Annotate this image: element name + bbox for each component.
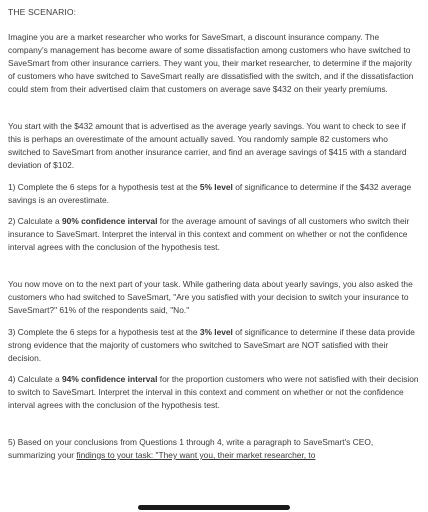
- question-5-underlined: findings to your task: "They want you, their market researcher, to: [76, 450, 316, 460]
- question-2-bold: 90% confidence interval: [62, 216, 158, 226]
- question-2-text-end: for the average amount of savings of all customers who switch their insurance to SaveSmart. Interpret the interval in this context and comment on whether or not the confidence interval agrees with the conclusion of the hypothesis test.: [8, 216, 410, 252]
- home-indicator-bar: [138, 505, 290, 510]
- question-2: [8, 215, 420, 254]
- question-1: [8, 181, 420, 207]
- question-3: [8, 326, 420, 365]
- question-4-text: 4) Calculate a: [8, 374, 62, 384]
- question-3-bold: 3% level: [199, 327, 233, 337]
- question-5: [8, 436, 420, 462]
- question-4-bold: 94% confidence interval: [62, 374, 158, 384]
- question-2-text: 2) Calculate a: [8, 216, 62, 226]
- part2-paragraph: You now move on to the next part of your task. While gathering data about yearly savings, you also asked the customers who had switched to SaveSmart, "Are you satisfied with your decision to switch your insurance to SaveSmart?" 61% of the respondents said, "No.": [8, 279, 413, 315]
- question-4-text-end: for the proportion customers who were not satisfied with their decision to switch to SaveSmart. Interpret the interval in this context and comment on whether or not the confidence interval agrees with the conclusion of the hypothesis test.: [8, 374, 419, 410]
- question-1-text: 1) Complete the 6 steps for a hypothesis test at the: [8, 182, 200, 192]
- question-3-text-end: of significance to determine if these data provide strong evidence that the majority of customers who switched to SaveSmart are NOT satisfied with their decision.: [8, 327, 415, 363]
- intro-paragraph: Imagine you are a market researcher who works for SaveSmart, a discount insurance company. The company's management has become aware of some dissatisfaction among customers who have switched to SaveSmart from other insurance carriers. They want you, their market researcher, to determine if the majority of customers who have switched to SaveSmart really are dissatisfied with the switch, and if the dissatisfaction could stem from their advertised claim that customers on average save $432 on their yearly premiums.: [8, 32, 414, 94]
- part1-paragraph: You start with the $432 amount that is advertised as the average yearly savings. You want to check to see if this is perhaps an overestimate of the amount actually saved. You randomly sample 82 customers who switched to SaveSmart from another insurance carrier, and find an average savings of $415 with a standard deviation of $102.: [8, 121, 407, 170]
- question-4: [8, 373, 420, 412]
- question-5-text: 5) Based on your conclusions from Questions 1 through 4, write a paragraph to SaveSmart's CEO, summarizing your: [8, 437, 374, 460]
- question-3-text: 3) Complete the 6 steps for a hypothesis test at the: [8, 327, 200, 337]
- question-1-bold: 5% level: [199, 182, 233, 192]
- scenario-heading: THE SCENARIO:: [8, 7, 77, 17]
- question-1-text-end: of significance to determine if the $432 average savings is an overestimate.: [8, 182, 412, 205]
